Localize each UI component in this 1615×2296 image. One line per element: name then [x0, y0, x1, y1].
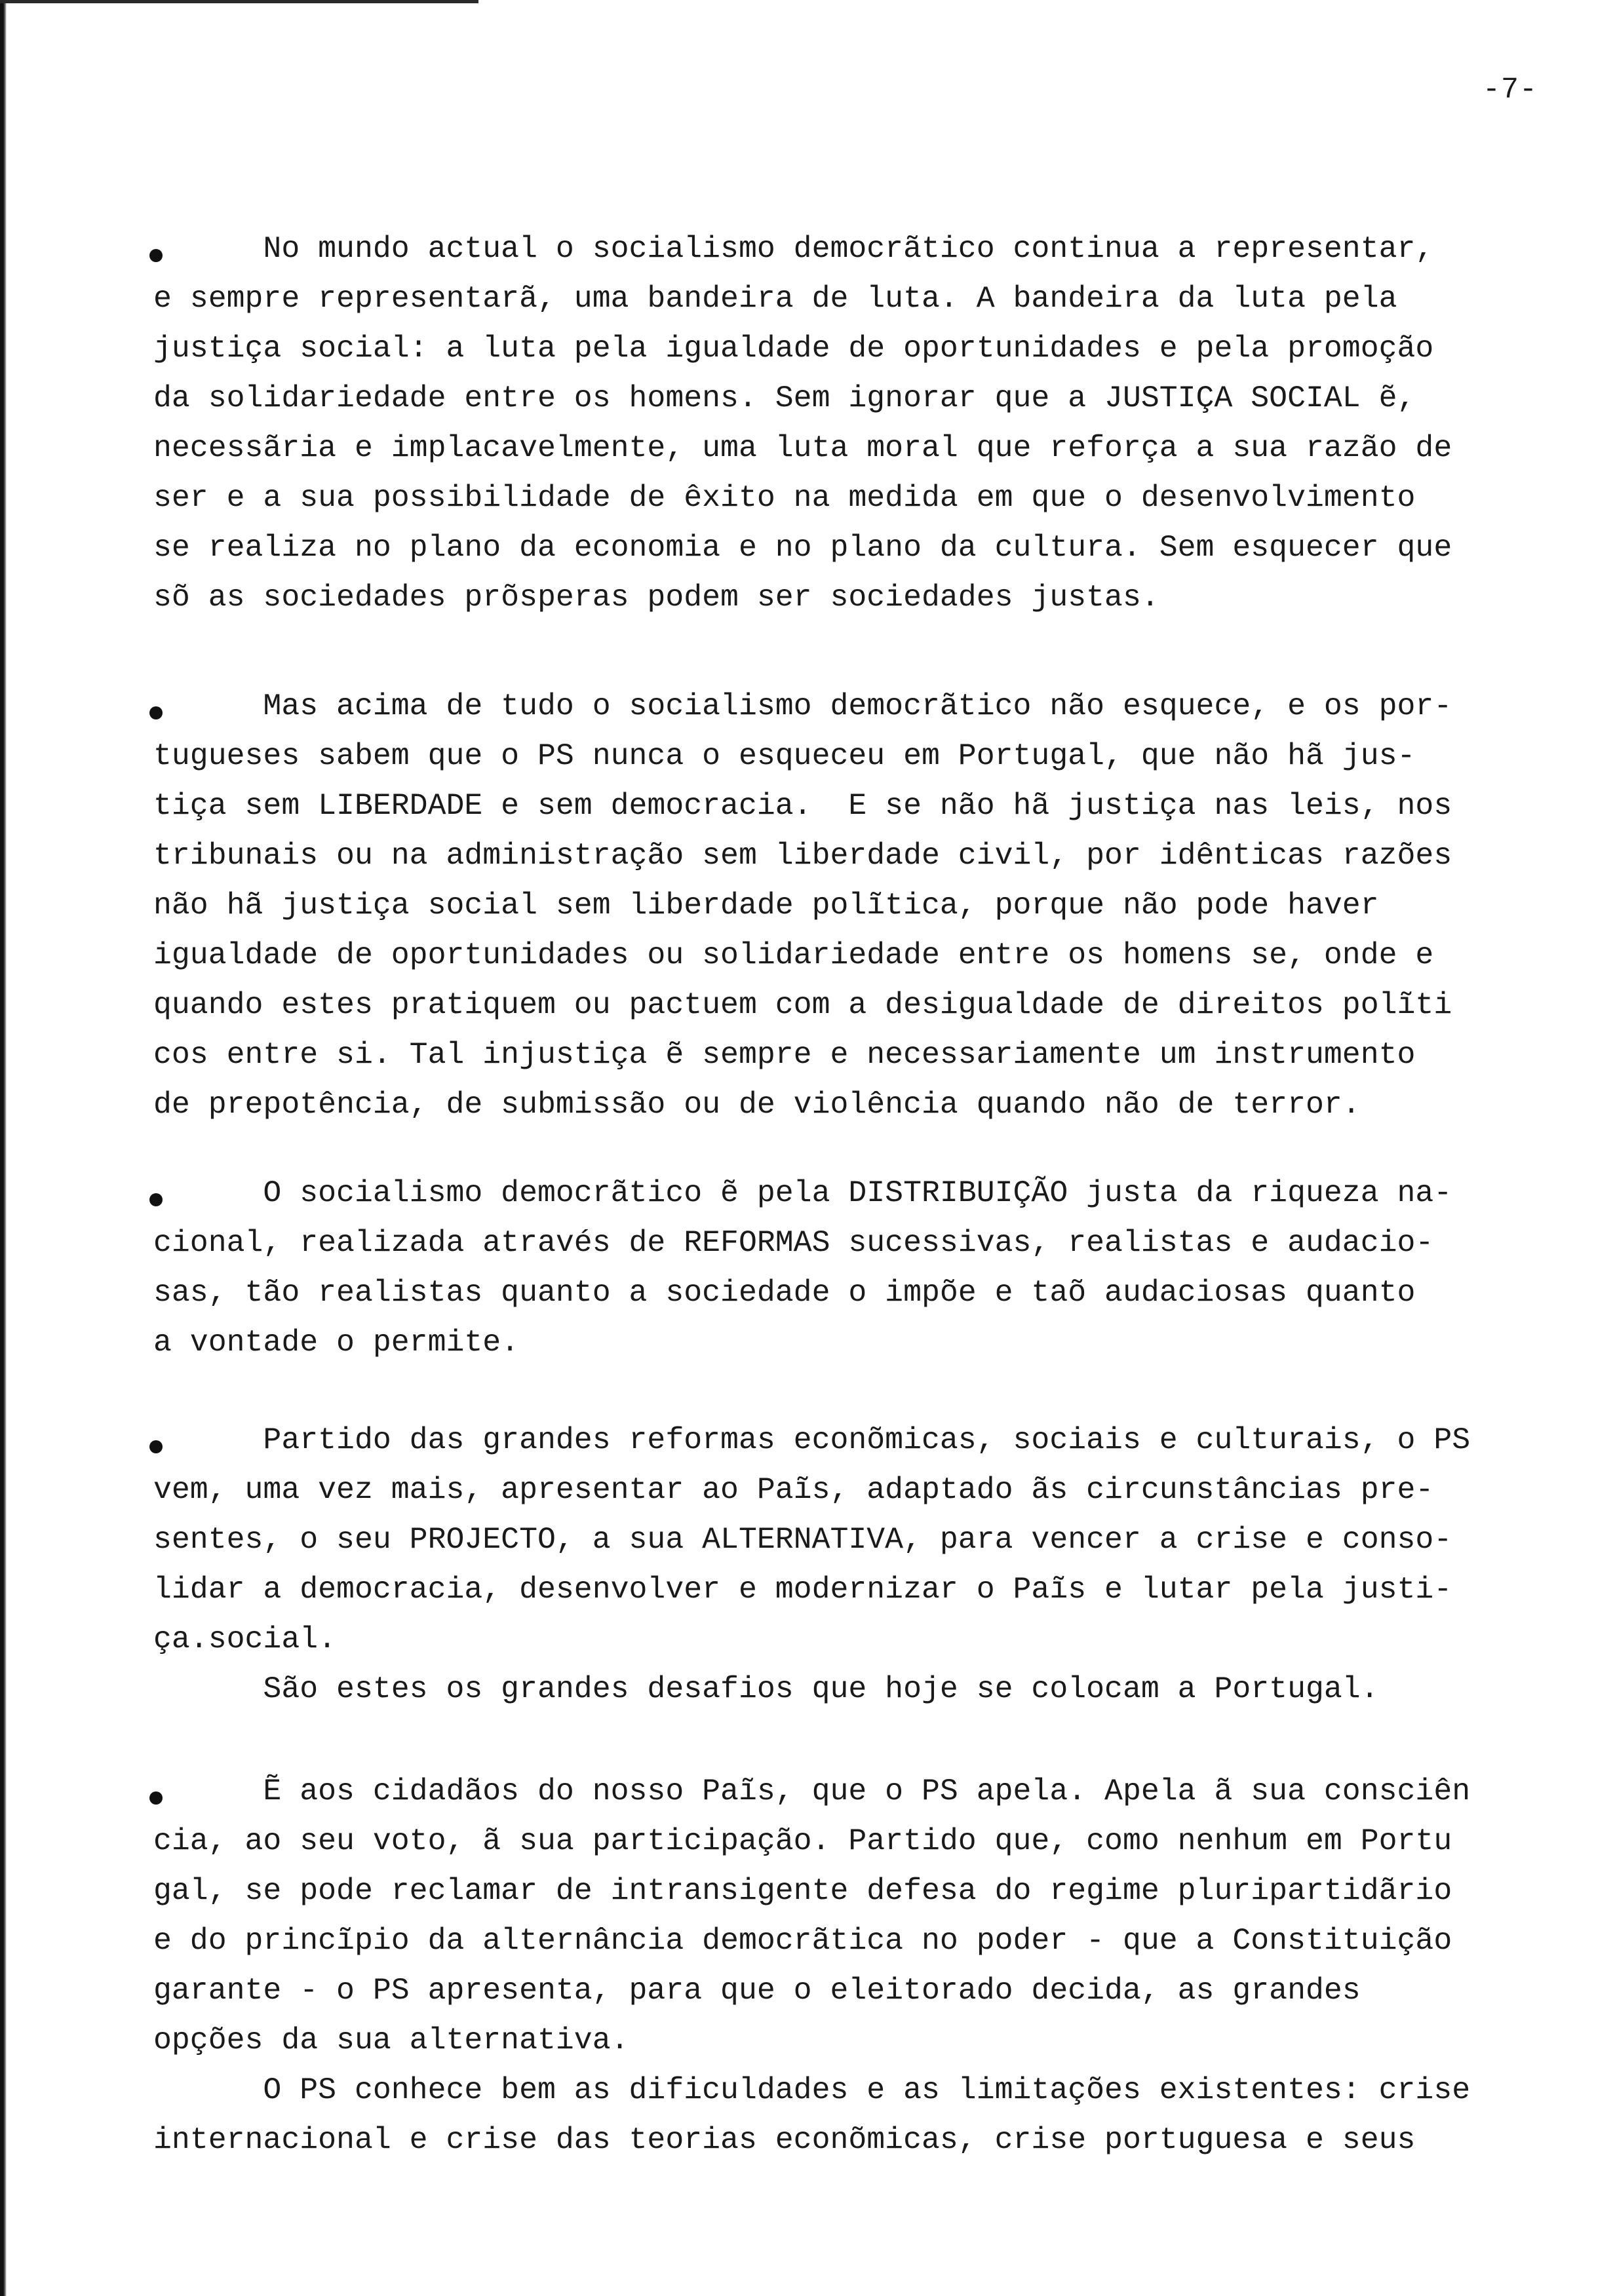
text-line: de prepotência, de submissão ou de violência quando não de terror. [153, 1087, 1361, 1122]
text-line: O PS conhece bem as dificuldades e as limitações existentes: crise [153, 2073, 1471, 2107]
text-line: O socialismo democrãtico ẽ pela DISTRIBUIÇÃO justa da riqueza na- [153, 1176, 1452, 1210]
text-line: tiça sem LIBERDADE e sem democracia. E se não hã justiça nas leis, nos [153, 788, 1452, 823]
text-line: da solidariedade entre os homens. Sem ignorar que a JUSTIÇA SOCIAL ẽ, [153, 381, 1416, 415]
text-line: garante - o PS apresenta, para que o eleitorado decida, as grandes [153, 1973, 1361, 2008]
text-line: igualdade de oportunidades ou solidariedade entre os homens se, onde e [153, 938, 1434, 972]
text-line: necessãria e implacavelmente, uma luta moral que reforça a sua razão de [153, 430, 1452, 465]
text-line: a vontade o permite. [153, 1325, 520, 1360]
text-line: São estes os grandes desafios que hoje se colocam a Portugal. [153, 1672, 1379, 1706]
text-line: opções da sua alternativa. [153, 2023, 629, 2057]
text-line: No mundo actual o socialismo democrãtico continua a representar, [153, 231, 1434, 266]
text-line: tribunais ou na administração sem liberdade civil, por idênticas razões [153, 838, 1452, 873]
text-line: Mas acima de tudo o socialismo democrãtico não esquece, e os por- [153, 689, 1452, 723]
page-number: -7- [1483, 73, 1538, 107]
text-line: cia, ao seu voto, ã sua participação. Partido que, como nenhum em Portu [153, 1824, 1452, 1858]
text-line: tugueses sabem que o PS nunca o esqueceu em Portugal, que não hã jus- [153, 738, 1416, 773]
text-line: se realiza no plano da economia e no plano da cultura. Sem esquecer que [153, 530, 1452, 565]
text-line: não hã justiça social sem liberdade polĩtica, porque não pode haver [153, 888, 1379, 923]
text-line: e sempre representarã, uma bandeira de luta. A bandeira da luta pela [153, 281, 1397, 316]
text-line: justiça social: a luta pela igualdade de oportunidades e pela promoção [153, 331, 1434, 366]
text-line: e do princĩpio da alternância democrãtica no poder - que a Constituição [153, 1923, 1452, 1958]
text-line: gal, se pode reclamar de intransigente defesa do regime pluripartidãrio [153, 1873, 1452, 1908]
text-line: Partido das grandes reformas econõmicas, sociais e culturais, o PS [153, 1423, 1471, 1457]
text-line: cos entre si. Tal injustiça ẽ sempre e necessariamente um instrumento [153, 1037, 1416, 1072]
scan-top-edge [0, 0, 478, 3]
text-line: sas, tão realistas quanto a sociedade o impõe e taõ audaciosas quanto [153, 1275, 1416, 1310]
text-line: sentes, o seu PROJECTO, a sua ALTERNATIVA, para vencer a crise e conso- [153, 1522, 1452, 1557]
text-line: internacional e crise das teorias econõmicas, crise portuguesa e seus [153, 2122, 1416, 2157]
text-line: ser e a sua possibilidade de êxito na medida em que o desenvolvimento [153, 480, 1416, 515]
text-line: lidar a democracia, desenvolver e modernizar o Paĩs e lutar pela justi- [153, 1572, 1452, 1607]
text-line: vem, uma vez mais, apresentar ao Paĩs, adaptado ãs circunstâncias pre- [153, 1472, 1434, 1507]
text-line: cional, realizada através de REFORMAS sucessivas, realistas e audacio- [153, 1225, 1434, 1260]
text-line: sõ as sociedades prõsperas podem ser sociedades justas. [153, 580, 1159, 615]
text-line: quando estes pratiquem ou pactuem com a desigualdade de direitos polĩti [153, 987, 1452, 1022]
text-line: Ẽ aos cidadãos do nosso Paĩs, que o PS apela. Apela ã sua consciên [153, 1774, 1471, 1808]
text-line: ça.social. [153, 1622, 337, 1656]
scan-left-edge [0, 0, 7, 2296]
